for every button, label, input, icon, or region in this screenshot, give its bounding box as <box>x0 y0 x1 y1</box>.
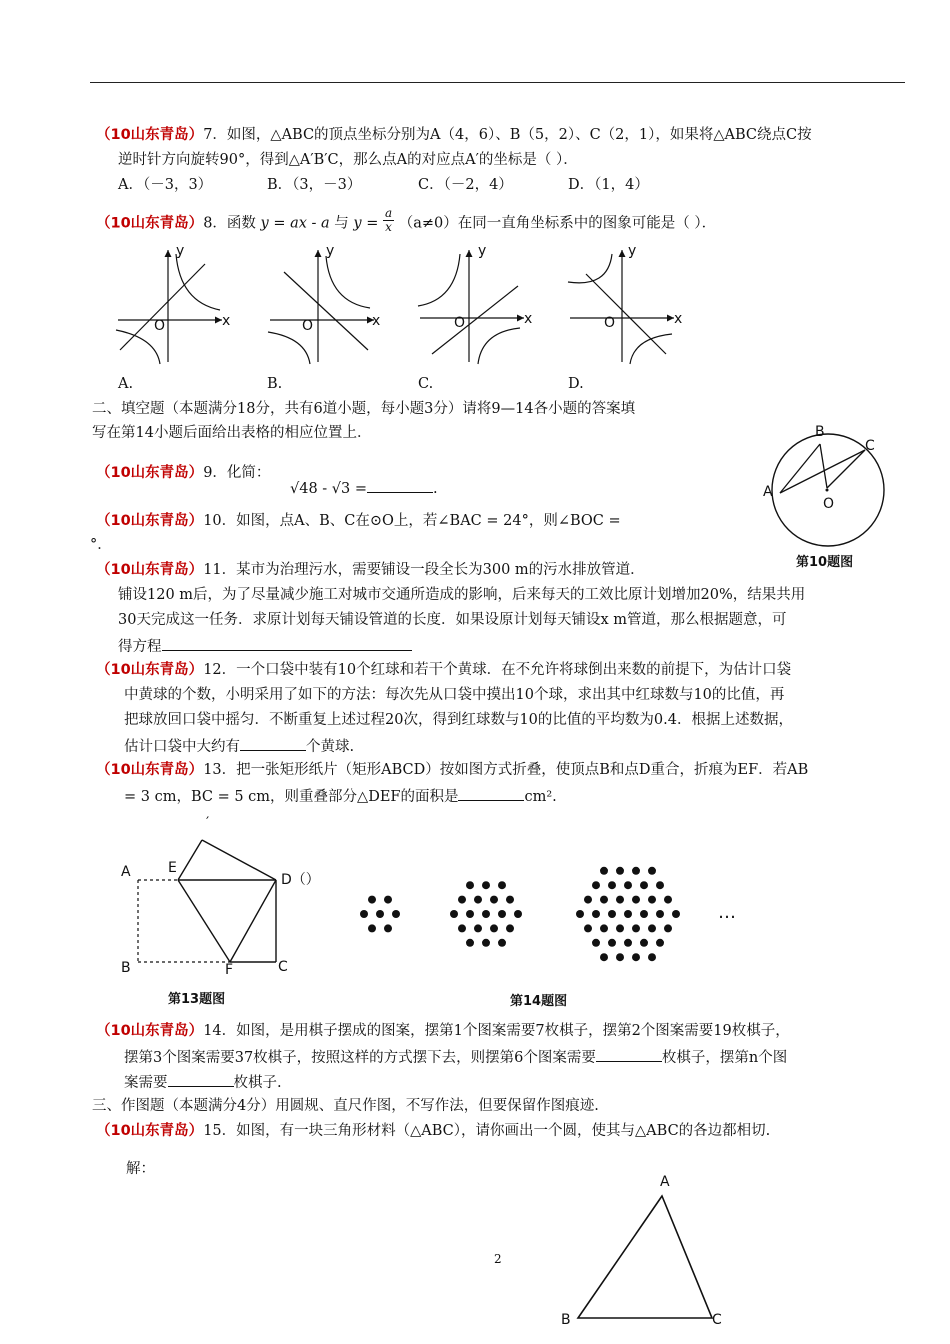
q7-line1 <box>96 126 812 144</box>
q8-graph-b-label: B. <box>267 376 283 392</box>
chess-piece-dot <box>482 881 490 889</box>
chess-piece-dot <box>584 896 592 904</box>
q12-answer-blank[interactable] <box>240 736 306 751</box>
chess-piece-dot <box>600 924 608 932</box>
q11-text4: 得方程 <box>118 639 162 655</box>
q8-graph-d-x: x <box>674 311 683 327</box>
chess-piece-dot <box>648 896 656 904</box>
chess-piece-dot <box>632 867 640 875</box>
chess-piece-dot <box>592 910 600 918</box>
chess-piece-dot <box>608 939 616 947</box>
q15-tag: （10山东青岛） <box>96 1123 204 1139</box>
chess-piece-dot <box>466 939 474 947</box>
chess-piece-dot <box>600 953 608 961</box>
q10-point-a: A <box>763 484 773 500</box>
chess-piece-dot <box>592 881 600 889</box>
q8-tag: （10山东青岛） <box>96 215 204 232</box>
section2-line1: 二、填空题（本题满分18分，共有6道小题，每小题3分）请将9—14各小题的答案填 <box>92 401 636 417</box>
q12-text1: 12．一个口袋中装有10个红球和若干个黄球．在不允许将球倒出来数的前提下，为估计口袋 <box>203 662 792 678</box>
q7-line2: 逆时针方向旋转90°，得到△A′B′C，那么点A的对应点A′的坐标是（ ）． <box>118 152 578 168</box>
q8-graph-a-x: x <box>222 313 231 329</box>
chess-piece-dot <box>360 910 368 918</box>
q8-graph-a-origin: O <box>154 318 166 334</box>
chess-piece-dot <box>648 924 656 932</box>
chess-piece-dot <box>368 896 376 904</box>
chess-piece-dot <box>656 910 664 918</box>
chess-piece-dot <box>656 939 664 947</box>
chess-piece-dot <box>584 924 592 932</box>
q8-frac-num: a <box>384 206 393 220</box>
q15-point-b: B <box>561 1312 571 1328</box>
chess-piece-dot <box>466 881 474 889</box>
q13-point-b: B <box>121 960 131 976</box>
q11-line1 <box>96 561 645 579</box>
q8-func1: y = ax - a <box>260 215 330 232</box>
q8-text-post: （a≠0）在同一直角坐标系中的图象可能是（ ）． <box>398 215 717 232</box>
q12-text4a: 估计口袋中大约有 <box>124 739 240 755</box>
q10-figure <box>770 428 895 548</box>
q11-line3: 30天完成这一任务．求原计划每天铺设管道的长度．如果设原计划每天铺设x m管道，那么根据题意，可 <box>118 612 787 628</box>
q14-line2 <box>124 1047 787 1067</box>
q13-point-a: A <box>121 864 131 880</box>
chess-piece-dot <box>624 881 632 889</box>
chess-piece-dot <box>576 910 584 918</box>
chess-piece-dot <box>672 910 680 918</box>
q8-graph-d <box>562 242 692 367</box>
q14-line3 <box>124 1072 282 1092</box>
chess-piece-dot <box>632 924 640 932</box>
q13-line1 <box>96 761 808 779</box>
q8-mid: 与 <box>334 215 349 232</box>
header-rule <box>90 82 905 83</box>
q15-answer-label: 解： <box>126 1161 155 1177</box>
q14-tag: （10山东青岛） <box>96 1023 204 1039</box>
q14-answer-blank-1[interactable] <box>596 1047 662 1062</box>
chess-piece-dot <box>664 924 672 932</box>
q8-graph-d-label: D. <box>568 376 584 392</box>
q15-text: 15．如图，有一块三角形材料（△ABC），请你画出一个圆，使其与△ABC的各边都相切. <box>203 1123 771 1139</box>
chess-piece-dot <box>450 910 458 918</box>
q14-caption: 第14题图 <box>510 994 568 1009</box>
chess-piece-dot <box>490 896 498 904</box>
q8-graph-b-x: x <box>372 313 381 329</box>
chess-piece-dot <box>514 910 522 918</box>
q10-line <box>96 512 621 530</box>
q8-graph-b-y: y <box>326 243 335 259</box>
q13-point-c: C <box>278 959 288 975</box>
q7-option-c: C．（－2，4） <box>418 177 513 193</box>
chess-piece-dot <box>490 924 498 932</box>
q14-text3b: 枚棋子. <box>233 1075 282 1091</box>
q15-point-c: C <box>712 1312 722 1328</box>
q10-tail: °． <box>90 537 112 553</box>
q11-text1: 11．某市为治理污水，需要铺设一段全长为300 m的污水排放管道． <box>203 562 645 578</box>
chess-piece-dot <box>632 896 640 904</box>
q7-option-d: D．（1，4） <box>568 177 649 193</box>
q8-graph-b <box>262 242 392 367</box>
q8-graph-a-y: y <box>176 243 185 259</box>
q12-line2: 中黄球的个数，小明采用了如下的方法：每次先从口袋中摸出10个球，求出其中红球数与10的比值，再 <box>124 687 785 703</box>
q8-line <box>96 206 717 234</box>
chess-piece-dot <box>640 910 648 918</box>
q8-graph-b-origin: O <box>302 318 314 334</box>
q12-line1 <box>96 661 791 679</box>
q8-graph-c-y: y <box>478 243 487 259</box>
chess-piece-dot <box>458 924 466 932</box>
q8-graph-a-label: A. <box>118 376 134 392</box>
chess-piece-dot <box>624 939 632 947</box>
q13-text2b: cm². <box>524 789 557 805</box>
q13-figure <box>130 830 290 970</box>
chess-piece-dot <box>616 896 624 904</box>
q13-tick: ′ <box>206 815 210 831</box>
chess-piece-dot <box>664 896 672 904</box>
q7-tag: （10山东青岛） <box>96 127 204 143</box>
chess-piece-dot <box>498 939 506 947</box>
q13-line2 <box>124 786 557 806</box>
chess-piece-dot <box>656 881 664 889</box>
q13-caption: 第13题图 <box>168 992 226 1007</box>
chess-piece-dot <box>466 910 474 918</box>
q14-text3a: 案需要 <box>124 1075 168 1091</box>
q12-tag: （10山东青岛） <box>96 662 204 678</box>
q8-frac-den: x <box>385 220 392 234</box>
q8-text-pre: 8．函数 <box>203 215 256 232</box>
chess-piece-dot <box>482 910 490 918</box>
q11-answer-blank[interactable] <box>162 636 412 651</box>
chess-piece-dot <box>474 924 482 932</box>
q9-expr-line <box>290 478 438 498</box>
q10-point-c: C <box>865 438 875 454</box>
q14-figure <box>350 850 720 975</box>
q8-graph-c-x: x <box>524 311 533 327</box>
q14-text1: 14．如图，是用棋子摆成的图案，摆第1个图案需要7枚棋子，摆第2个图案需要19枚棋子， <box>203 1023 790 1039</box>
section3-line: 三、作图题（本题满分4分）用圆规、直尺作图，不写作法，但要保留作图痕迹. <box>92 1098 599 1114</box>
chess-piece-dot <box>600 896 608 904</box>
chess-piece-dot <box>506 896 514 904</box>
q8-fraction <box>383 207 394 234</box>
chess-piece-dot <box>384 924 392 932</box>
q15-triangle <box>570 1190 720 1320</box>
q13-text1: 13．把一张矩形纸片（矩形ABCD）按如图方式折叠，使顶点B和点D重合，折痕为EF．若AB <box>203 762 809 778</box>
chess-piece-dot <box>616 867 624 875</box>
chess-piece-dot <box>592 939 600 947</box>
chess-piece-dot <box>640 939 648 947</box>
q7-option-b: B．（3，－3） <box>267 177 362 193</box>
q14-ellipsis: … <box>718 902 736 923</box>
q14-answer-blank-2[interactable] <box>168 1072 234 1087</box>
q8-graph-d-origin: O <box>604 315 616 331</box>
q10-point-o: O <box>823 496 835 512</box>
q8-graph-a <box>110 242 240 367</box>
q9-end: . <box>433 481 438 497</box>
q13-text2a: = 3 cm，BC = 5 cm，则重叠部分△DEF的面积是 <box>124 789 459 805</box>
q14-text2a: 摆第3个图案需要37枚棋子，按照这样的方式摆下去，则摆第6个图案需要 <box>124 1050 596 1066</box>
q15-point-a: A <box>660 1174 670 1190</box>
chess-piece-dot <box>608 881 616 889</box>
q12-text4b: 个黄球. <box>306 739 355 755</box>
chess-piece-dot <box>498 881 506 889</box>
q9-tag: （10山东青岛） <box>96 465 204 481</box>
chess-piece-dot <box>474 896 482 904</box>
q7-text1: 7．如图，△ABC的顶点坐标分别为A（4，6）、B（5，2）、C（2，1），如果将△ABC绕点C按 <box>203 127 812 143</box>
q13-tag: （10山东青岛） <box>96 762 204 778</box>
chess-piece-dot <box>648 953 656 961</box>
page-number: 2 <box>494 1252 502 1266</box>
chess-piece-dot <box>640 881 648 889</box>
q8-graph-c-label: C. <box>418 376 434 392</box>
chess-piece-dot <box>616 924 624 932</box>
q15-line <box>96 1122 770 1140</box>
q12-line3: 把球放回口袋中摇匀．不断重复上述过程20次，得到红球数与10的比值的平均数为0.4．根据上述数据， <box>124 712 793 728</box>
q13-point-d: D（） <box>281 872 320 888</box>
section2-line2: 写在第14小题后面给出表格的相应位置上． <box>92 425 372 441</box>
q11-line2: 铺设120 m后，为了尽量减少施工对城市交通所造成的影响，后来每天的工效比原计划增加20%，结果共用 <box>118 587 806 603</box>
q10-tag: （10山东青岛） <box>96 513 204 529</box>
q10-caption: 第10题图 <box>796 555 854 570</box>
q14-text2b: 枚棋子，摆第n个图 <box>661 1050 788 1066</box>
chess-piece-dot <box>632 953 640 961</box>
chess-piece-dot <box>498 910 506 918</box>
chess-piece-dot <box>648 867 656 875</box>
q11-tag: （10山东青岛） <box>96 562 204 578</box>
q9-expr: √48 - √3 = <box>290 481 368 497</box>
q9-text: 9．化简： <box>203 465 271 481</box>
q9-answer-blank[interactable] <box>367 478 433 493</box>
chess-piece-dot <box>616 953 624 961</box>
q13-point-f: F <box>225 962 234 978</box>
q14-line1 <box>96 1022 790 1040</box>
chess-piece-dot <box>624 910 632 918</box>
chess-piece-dot <box>506 924 514 932</box>
q9-line <box>96 464 270 482</box>
chess-piece-dot <box>392 910 400 918</box>
chess-piece-dot <box>458 896 466 904</box>
q13-point-e: E <box>168 860 177 876</box>
q10-text: 10．如图，点A、B、C在⊙O上，若∠BAC = 24°，则∠BOC = <box>203 513 621 529</box>
chess-piece-dot <box>376 910 384 918</box>
chess-piece-dot <box>608 910 616 918</box>
chess-piece-dot <box>368 924 376 932</box>
chess-piece-dot <box>384 896 392 904</box>
chess-piece-dot <box>600 867 608 875</box>
q8-graph-d-y: y <box>628 243 637 259</box>
chess-piece-dot <box>482 939 490 947</box>
q13-answer-blank[interactable] <box>458 786 524 801</box>
q7-option-a: A．（－3，3） <box>118 177 213 193</box>
q10-point-b: B <box>815 424 825 440</box>
q12-line4 <box>124 736 354 756</box>
q11-line4 <box>118 636 412 656</box>
q8-graph-c <box>412 242 542 367</box>
q8-func2-lhs: y = <box>353 215 379 232</box>
q8-graph-c-origin: O <box>454 315 466 331</box>
